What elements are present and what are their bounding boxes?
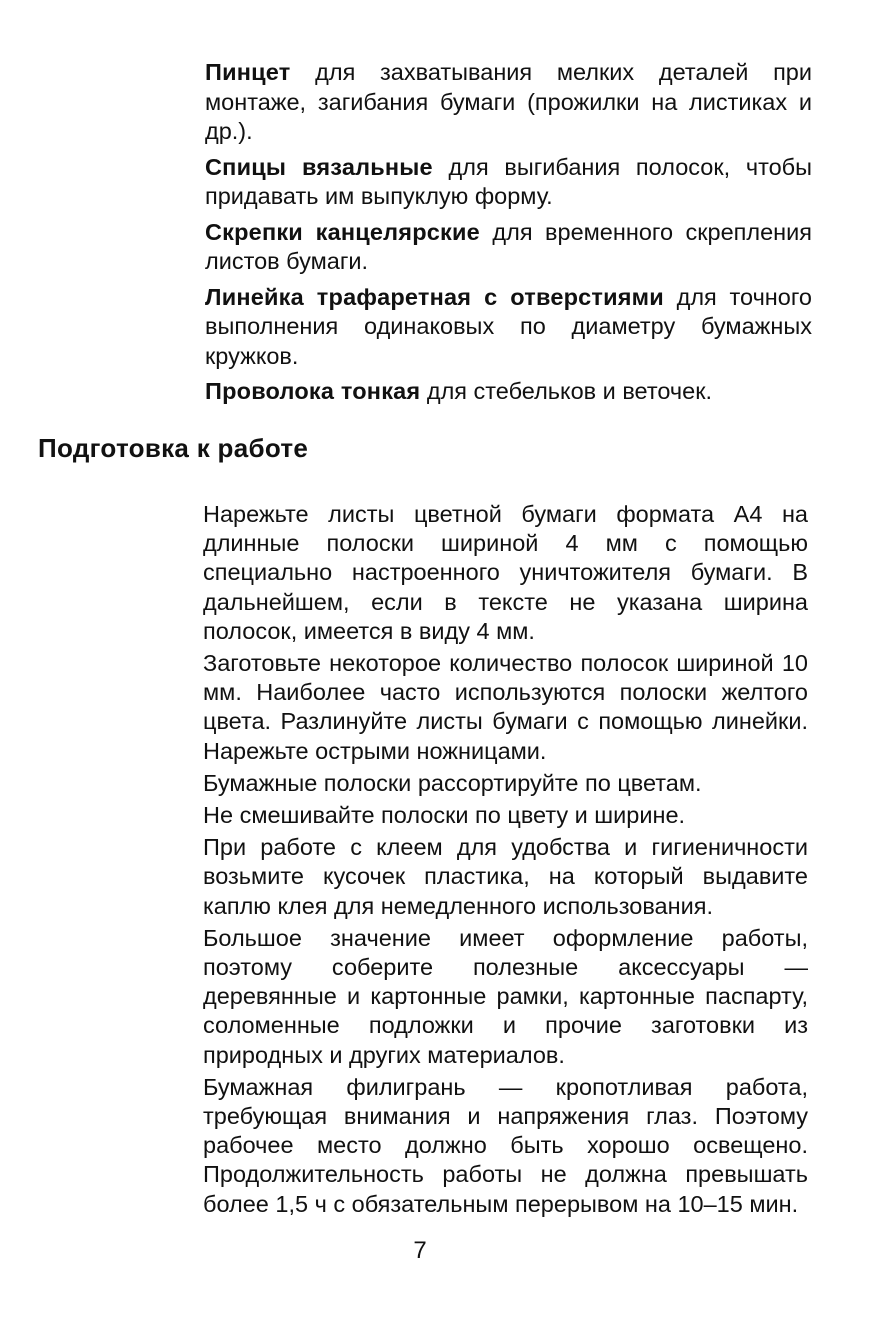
paragraph-accessories: Большое значение имеет оформление работы, поэтому соберите полезные аксессуары — деревянные и картонные рамки, картонные паспарту, соломенные подложки и прочие заготовки из природных и других материалов.	[203, 924, 808, 1068]
tool-item-knitting-needles	[205, 153, 812, 212]
tool-term: Линейка трафаретная с отверстиями	[205, 283, 664, 310]
tool-term: Пинцет	[205, 59, 291, 85]
paragraph-no-mixing: Не смешивайте полоски по цвету и ширине.	[203, 802, 686, 829]
paragraph-glue: При работе с клеем для удобства и гигиеничности возьмите кусочек пластика, на который выдавите каплю клея для немедленного использования.	[203, 834, 808, 919]
tool-description: для точного выполнения одинаковых по диаметру бумажных кружков.	[205, 283, 812, 369]
tool-description: для выгибания полосок, чтобы придавать им выпуклую форму.	[205, 153, 813, 209]
paragraph-wide-strips: Заготовьте некоторое количество полосок шириной 10 мм. Наиболее часто используются полоски желтого цвета. Разлинуйте листы бумаги с помощью линейки. Нарежьте острыми ножницами.	[203, 650, 808, 764]
page-number: 7	[413, 1237, 427, 1264]
tool-item-stencil-ruler	[205, 283, 812, 372]
tool-term: Проволока тонкая	[205, 378, 421, 404]
section-heading: Подготовка к работе	[38, 433, 309, 463]
tool-description: для захватывания мелких деталей при монтаже, загибания бумаги (прожилки на листиках и др.).	[205, 59, 812, 144]
tools-list	[205, 58, 812, 413]
tool-item-paper-clips	[205, 218, 812, 277]
paragraph-sort-colors: Бумажные полоски рассортируйте по цветам.	[203, 769, 702, 796]
tool-description: для стебельков и веточек.	[420, 378, 713, 404]
paragraph-workplace: Бумажная филигрань — кропотливая работа, требующая внимания и напряжения глаз. Поэтому рабочее место должно быть хорошо освещено. Продолжительность работы не должна превышать более 1,5 ч с обязательным перерывом на 10–15 мин.	[203, 1073, 808, 1217]
tool-item-tweezers	[205, 58, 812, 147]
tool-term: Скрепки канцелярские	[205, 218, 480, 245]
section-body	[203, 500, 808, 1222]
tool-description: для временного скрепления листов бумаги.	[205, 218, 812, 274]
paragraph-cut-strips: Нарежьте листы цветной бумаги формата А4 на длинные полоски шириной 4 мм с помощью специально настроенного уничтожителя бумаги. В дальнейшем, если в тексте не указана ширина полосок, имеется в виду 4 мм.	[203, 501, 808, 644]
tool-term: Спицы вязальные	[205, 153, 433, 180]
tool-item-thin-wire	[205, 377, 812, 407]
